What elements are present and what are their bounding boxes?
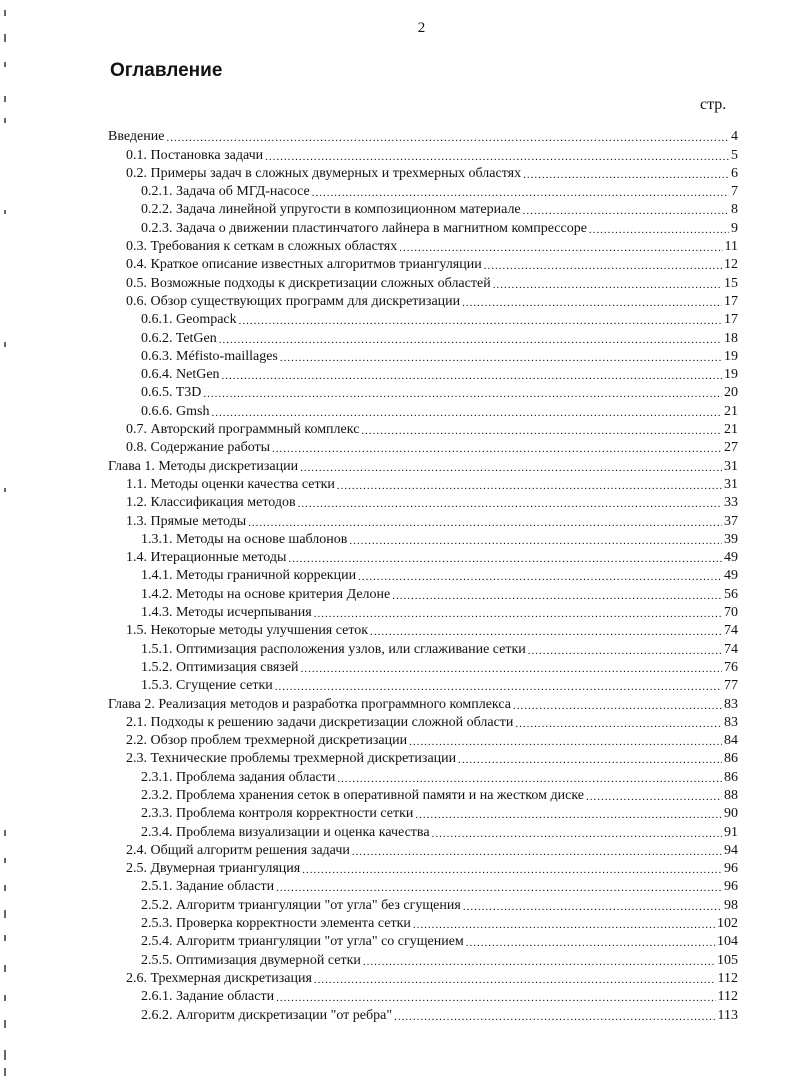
toc-entry[interactable] [108, 127, 738, 145]
toc-dot-leader [314, 607, 722, 621]
toc-entry[interactable] [108, 822, 738, 840]
toc-entry-page: 9 [731, 220, 738, 236]
toc-entry-title: 2.3.3. Проблема контроля корректности сетки [141, 806, 414, 822]
toc-dot-leader [528, 644, 722, 658]
toc-entry-page: 31 [724, 476, 738, 492]
toc-entry[interactable] [108, 365, 738, 383]
toc-entry-title: 2.1. Подходы к решению задачи дискретизации сложной области [126, 714, 514, 730]
toc-entry-title: 2.5. Двумерная триангуляция [126, 861, 301, 877]
toc-entry[interactable] [108, 639, 738, 657]
toc-entry-page: 83 [724, 714, 738, 730]
toc-entry-page: 88 [724, 787, 738, 803]
toc-entry[interactable] [108, 713, 738, 731]
toc-entry-page: 31 [724, 458, 738, 474]
toc-dot-leader [239, 314, 722, 328]
toc-entry-page: 83 [724, 696, 738, 712]
toc-entry[interactable] [108, 328, 738, 346]
toc-dot-leader [288, 552, 722, 566]
toc-dot-leader [301, 662, 722, 676]
toc-dot-leader [523, 204, 729, 218]
toc-entry[interactable] [108, 987, 738, 1005]
toc-entry-page: 19 [724, 367, 738, 383]
toc-entry-title: 2.3.4. Проблема визуализации и оценка качества [141, 824, 430, 840]
table-of-contents [108, 127, 738, 1024]
toc-entry-title: 1.4.1. Методы граничной коррекции [141, 568, 357, 584]
toc-entry-page: 94 [724, 842, 738, 858]
toc-entry-page: 21 [724, 403, 738, 419]
toc-entry-page: 20 [724, 385, 738, 401]
toc-entry[interactable] [108, 273, 738, 291]
toc-entry-page: 112 [717, 989, 738, 1005]
scan-margin-marks [0, 0, 14, 1088]
toc-dot-leader [363, 955, 715, 969]
toc-entry-title: 2.2. Обзор проблем трехмерной дискретизации [126, 733, 408, 749]
toc-entry-page: 49 [724, 568, 738, 584]
toc-dot-leader [312, 186, 729, 200]
toc-entry[interactable] [108, 584, 738, 602]
toc-dot-leader [515, 717, 722, 731]
toc-dot-leader [352, 845, 722, 859]
toc-dot-leader [275, 680, 722, 694]
toc-entry-title: 0.2. Примеры задач в сложных двумерных и трехмерных областях [126, 165, 522, 181]
toc-dot-leader [394, 1010, 715, 1024]
toc-entry[interactable] [108, 383, 738, 401]
toc-entry[interactable] [108, 475, 738, 493]
toc-entry[interactable] [108, 731, 738, 749]
toc-entry-title: 2.5.4. Алгоритм триангуляции "от угла" со сгущением [141, 934, 464, 950]
toc-dot-leader [523, 168, 729, 182]
toc-dot-leader [463, 900, 722, 914]
page-title: Оглавление [110, 60, 223, 81]
toc-entry[interactable] [108, 804, 738, 822]
toc-entry-title: 1.4.2. Методы на основе критерия Делоне [141, 586, 391, 602]
page-column-header: стр. [700, 96, 727, 113]
toc-dot-leader [432, 827, 722, 841]
toc-dot-leader [361, 424, 722, 438]
toc-entry-title: 2.6.1. Задание области [141, 989, 275, 1005]
toc-entry[interactable] [108, 145, 738, 163]
toc-entry-title: 0.6.1. Geompack [141, 312, 237, 328]
toc-dot-leader [219, 333, 722, 347]
toc-dot-leader [276, 991, 715, 1005]
toc-dot-leader [265, 150, 729, 164]
toc-entry[interactable] [108, 1005, 738, 1023]
toc-dot-leader [280, 351, 722, 365]
toc-dot-leader [513, 699, 722, 713]
toc-entry[interactable] [108, 950, 738, 968]
toc-dot-leader [493, 278, 722, 292]
toc-entry-page: 37 [724, 513, 738, 529]
toc-entry[interactable] [108, 164, 738, 182]
toc-dot-leader [337, 479, 722, 493]
toc-entry-title: 0.6. Обзор существующих программ для дискретизации [126, 293, 461, 309]
toc-entry[interactable] [108, 438, 738, 456]
toc-entry[interactable] [108, 218, 738, 236]
toc-entry[interactable] [108, 969, 738, 987]
toc-dot-leader [358, 570, 722, 584]
toc-entry-page: 17 [724, 312, 738, 328]
toc-entry[interactable] [108, 749, 738, 767]
toc-entry-page: 5 [731, 147, 738, 163]
toc-dot-leader [166, 131, 729, 145]
toc-entry[interactable] [108, 530, 738, 548]
toc-entry[interactable] [108, 548, 738, 566]
toc-entry-page: 4 [731, 129, 738, 145]
toc-dot-leader [586, 790, 722, 804]
toc-dot-leader [203, 387, 722, 401]
toc-entry-title: 0.2.1. Задача об МГД-насосе [141, 184, 310, 200]
toc-entry[interactable] [108, 859, 738, 877]
toc-entry[interactable] [108, 767, 738, 785]
toc-entry-title: 1.4. Итерационные методы [126, 550, 287, 566]
toc-entry-page: 39 [724, 531, 738, 547]
toc-entry[interactable] [108, 841, 738, 859]
toc-dot-leader [399, 241, 722, 255]
toc-entry[interactable] [108, 621, 738, 639]
toc-entry-page: 90 [724, 806, 738, 822]
toc-dot-leader [415, 808, 722, 822]
toc-dot-leader [458, 753, 722, 767]
toc-entry[interactable] [108, 658, 738, 676]
toc-entry-page: 15 [724, 275, 738, 291]
toc-entry-title: 2.4. Общий алгоритм решения задачи [126, 842, 350, 858]
toc-dot-leader [337, 772, 722, 786]
toc-entry-title: 2.5.1. Задание области [141, 879, 275, 895]
toc-dot-leader [466, 936, 715, 950]
toc-entry-title: 0.1. Постановка задачи [126, 147, 264, 163]
toc-entry-page: 112 [717, 970, 738, 986]
toc-entry[interactable] [108, 420, 738, 438]
toc-dot-leader [462, 296, 722, 310]
toc-entry-page: 84 [724, 733, 738, 749]
toc-entry-title: Глава 2. Реализация методов и разработка программного комплекса [108, 696, 511, 712]
toc-entry-title: 1.5.1. Оптимизация расположения узлов, или сглаживание сетки [141, 641, 526, 657]
toc-entry-page: 7 [731, 184, 738, 200]
toc-entry[interactable] [108, 895, 738, 913]
toc-entry-title: 0.6.6. Gmsh [141, 403, 210, 419]
toc-entry-title: 2.6.2. Алгоритм дискретизации "от ребра" [141, 1007, 393, 1023]
toc-entry-page: 86 [724, 769, 738, 785]
toc-entry-title: Введение [108, 129, 165, 145]
toc-entry-title: 0.2.3. Задача о движении пластинчатого лайнера в магнитном компрессоре [141, 220, 587, 236]
toc-entry-title: 2.3.2. Проблема хранения сеток в оперативной памяти и на жестком диске [141, 787, 584, 803]
toc-entry-page: 77 [724, 678, 738, 694]
toc-entry-page: 18 [724, 330, 738, 346]
toc-entry-title: 0.4. Краткое описание известных алгоритмов триангуляции [126, 257, 482, 273]
toc-entry-title: 0.6.3. Méfisto-maillages [141, 348, 278, 364]
toc-entry-page: 70 [724, 605, 738, 621]
toc-entry-page: 49 [724, 550, 738, 566]
toc-entry-page: 96 [724, 879, 738, 895]
toc-entry[interactable] [108, 200, 738, 218]
toc-entry[interactable] [108, 603, 738, 621]
toc-entry-title: 0.6.2. TetGen [141, 330, 217, 346]
toc-entry-page: 21 [724, 422, 738, 438]
toc-dot-leader [248, 516, 722, 530]
toc-entry[interactable] [108, 914, 738, 932]
toc-entry-page: 113 [717, 1007, 738, 1023]
toc-dot-leader [409, 735, 722, 749]
toc-entry-page: 74 [724, 623, 738, 639]
toc-entry-page: 27 [724, 440, 738, 456]
toc-entry-page: 86 [724, 751, 738, 767]
toc-entry-page: 11 [724, 239, 738, 255]
toc-entry[interactable] [108, 932, 738, 950]
toc-entry[interactable] [108, 401, 738, 419]
toc-entry-page: 102 [717, 916, 738, 932]
toc-entry-title: 1.2. Классификация методов [126, 495, 296, 511]
toc-entry[interactable] [108, 694, 738, 712]
toc-entry-title: 1.3. Прямые методы [126, 513, 247, 529]
toc-entry-page: 105 [717, 952, 738, 968]
toc-dot-leader [302, 863, 722, 877]
toc-entry[interactable] [108, 877, 738, 895]
toc-entry-page: 12 [724, 257, 738, 273]
toc-entry[interactable] [108, 511, 738, 529]
toc-entry[interactable] [108, 255, 738, 273]
page-number: 2 [417, 20, 426, 36]
toc-entry-title: 0.2.2. Задача линейной упругости в композиционном материале [141, 202, 521, 218]
toc-entry-title: 2.3. Технические проблемы трехмерной дискретизации [126, 751, 457, 767]
toc-entry[interactable] [108, 676, 738, 694]
toc-entry[interactable] [108, 456, 738, 474]
toc-entry[interactable] [108, 347, 738, 365]
toc-dot-leader [298, 497, 722, 511]
toc-dot-leader [370, 625, 722, 639]
toc-entry[interactable] [108, 182, 738, 200]
toc-entry-title: 1.4.3. Методы исчерпывания [141, 605, 312, 621]
toc-entry-title: 0.7. Авторский программный комплекс [126, 422, 360, 438]
toc-entry-title: 2.3.1. Проблема задания области [141, 769, 336, 785]
toc-dot-leader [484, 259, 722, 273]
toc-entry[interactable] [108, 786, 738, 804]
toc-dot-leader [211, 406, 722, 420]
toc-entry-page: 98 [724, 897, 738, 913]
toc-entry-page: 91 [724, 824, 738, 840]
toc-entry-title: 2.5.3. Проверка корректности элемента сетки [141, 916, 411, 932]
toc-entry-title: 0.8. Содержание работы [126, 440, 271, 456]
toc-entry-page: 76 [724, 659, 738, 675]
toc-dot-leader [276, 881, 722, 895]
toc-entry-page: 74 [724, 641, 738, 657]
toc-entry-title: 2.6. Трехмерная дискретизация [126, 970, 312, 986]
toc-dot-leader [392, 589, 722, 603]
toc-entry-title: 0.3. Требования к сеткам в сложных областях [126, 239, 398, 255]
toc-dot-leader [300, 461, 722, 475]
toc-entry-title: 1.5.3. Сгущение сетки [141, 678, 273, 694]
toc-entry-title: 2.5.5. Оптимизация двумерной сетки [141, 952, 361, 968]
toc-entry[interactable] [108, 237, 738, 255]
toc-entry-title: Глава 1. Методы дискретизации [108, 458, 299, 474]
toc-entry-title: 1.5. Некоторые методы улучшения сеток [126, 623, 369, 639]
toc-dot-leader [272, 442, 722, 456]
toc-entry-page: 19 [724, 348, 738, 364]
toc-dot-leader [413, 918, 715, 932]
toc-entry-page: 6 [731, 165, 738, 181]
toc-entry[interactable] [108, 493, 738, 511]
toc-entry-title: 0.6.5. T3D [141, 385, 202, 401]
toc-dot-leader [222, 369, 722, 383]
toc-entry-page: 96 [724, 861, 738, 877]
toc-entry[interactable] [108, 310, 738, 328]
toc-entry-page: 104 [717, 934, 738, 950]
toc-dot-leader [349, 534, 722, 548]
toc-entry-page: 56 [724, 586, 738, 602]
toc-entry[interactable] [108, 566, 738, 584]
toc-entry-title: 0.5. Возможные подходы к дискретизации сложных областей [126, 275, 491, 291]
toc-entry-title: 2.5.2. Алгоритм триангуляции "от угла" без сгущения [141, 897, 461, 913]
toc-entry-page: 17 [724, 293, 738, 309]
toc-dot-leader [589, 223, 729, 237]
toc-dot-leader [314, 973, 716, 987]
toc-entry-title: 1.1. Методы оценки качества сетки [126, 476, 335, 492]
toc-entry-title: 1.3.1. Методы на основе шаблонов [141, 531, 348, 547]
toc-entry-title: 1.5.2. Оптимизация связей [141, 659, 299, 675]
toc-entry[interactable] [108, 292, 738, 310]
toc-entry-page: 33 [724, 495, 738, 511]
toc-entry-page: 8 [731, 202, 738, 218]
toc-entry-title: 0.6.4. NetGen [141, 367, 220, 383]
